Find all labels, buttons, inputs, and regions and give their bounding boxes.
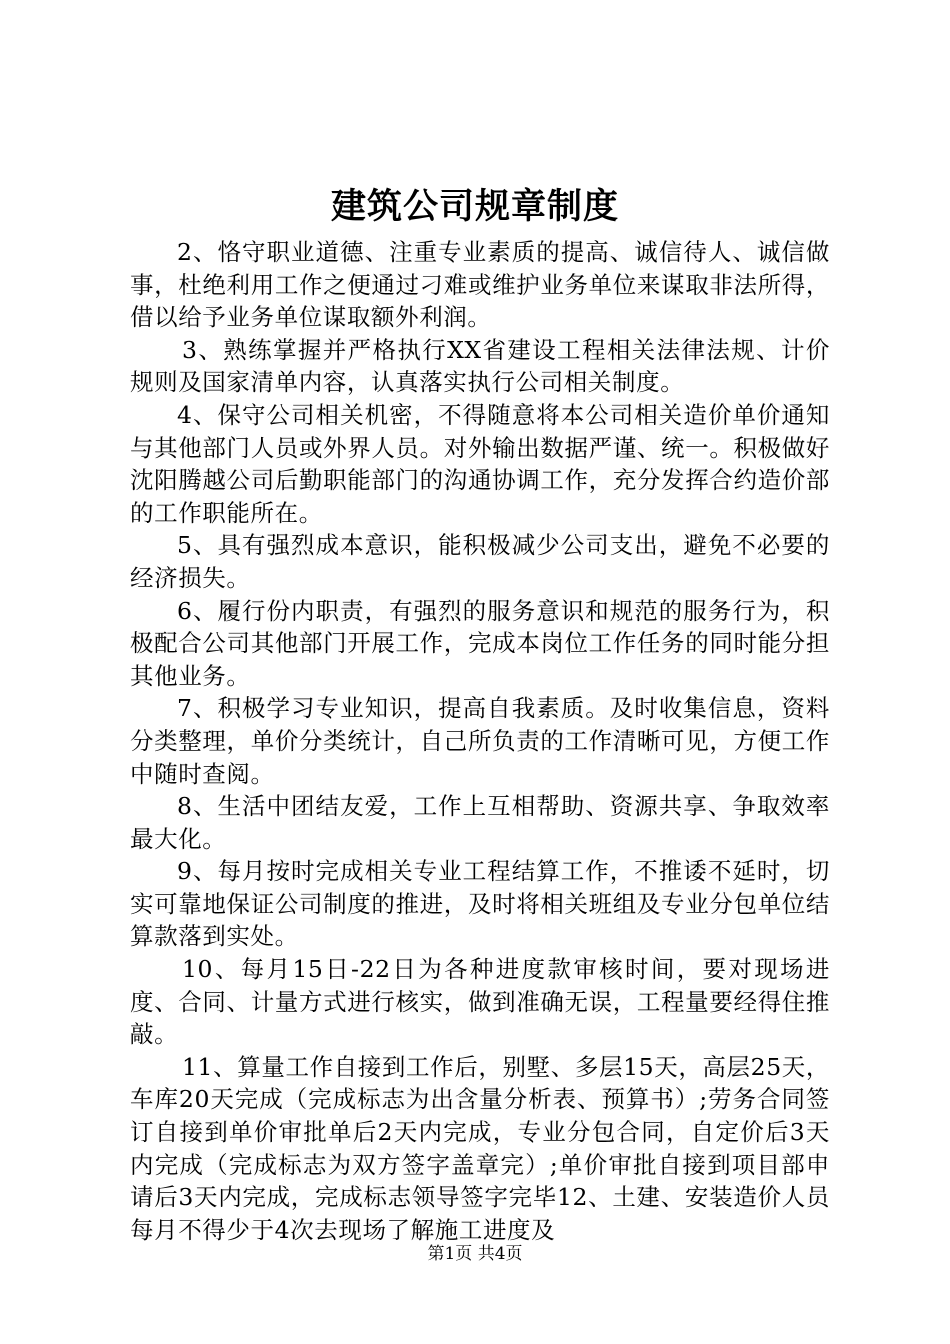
paragraph-3: 3、熟练掌握并严格执行XX省建设工程相关法律法规、计价规则及国家清单内容，认真落实执行公司相关制度。 xyxy=(130,335,830,397)
paragraph-2: 2、恪守职业道德、注重专业素质的提高、诚信待人、诚信做事，杜绝利用工作之便通过刁难或维护业务单位来谋取非法所得，借以给予业务单位谋取额外利润。 xyxy=(130,238,830,332)
paragraph-11: 11、算量工作自接到工作后，别墅、多层15天，高层25天，车库20天完成（完成标志为出含量分析表、预算书）;劳务合同签订自接到单价审批单后2天内完成，专业分包合同，自定价后3天内完成（完成标志为双方签字盖章完）;单价审批自接到项目部申请后3天内完成，完成标志领导签字完毕12、土建、安装造价人员每月不得少于4次去现场了解施工进度及 xyxy=(130,1052,830,1244)
paragraph-7: 7、积极学习专业知识，提高自我素质。及时收集信息，资料分类整理，单价分类统计，自己所负责的工作清晰可见，方便工作中随时查阅。 xyxy=(130,694,830,788)
paragraph-6: 6、履行份内职责，有强烈的服务意识和规范的服务行为，积极配合公司其他部门开展工作，完成本岗位工作任务的同时能分担其他业务。 xyxy=(130,596,830,690)
paragraph-4: 4、保守公司相关机密，不得随意将本公司相关造价单价通知与其他部门人员或外界人员。对外输出数据严谨、统一。积极做好沈阳腾越公司后勤职能部门的沟通协调工作，充分发挥合约造价部的工作职能所在。 xyxy=(130,400,830,527)
paragraph-9: 9、每月按时完成相关专业工程结算工作，不推诿不延时，切实可靠地保证公司制度的推进，及时将相关班组及专业分包单位结算款落到实处。 xyxy=(130,857,830,951)
paragraph-5: 5、具有强烈成本意识，能积极减少公司支出，避免不必要的经济损失。 xyxy=(130,531,830,592)
document-body xyxy=(130,236,830,1246)
document-title: 建筑公司规章制度 xyxy=(330,186,619,227)
paragraph-8: 8、生活中团结友爱，工作上互相帮助、资源共享、争取效率最大化。 xyxy=(130,792,830,853)
page-footer: 第1页 共4页 xyxy=(427,1244,523,1264)
paragraph-10: 10、每月15日-22日为各种进度款审核时间，要对现场进度、合同、计量方式进行核实，做到准确无误，工程量要经得住推敲。 xyxy=(130,955,830,1049)
